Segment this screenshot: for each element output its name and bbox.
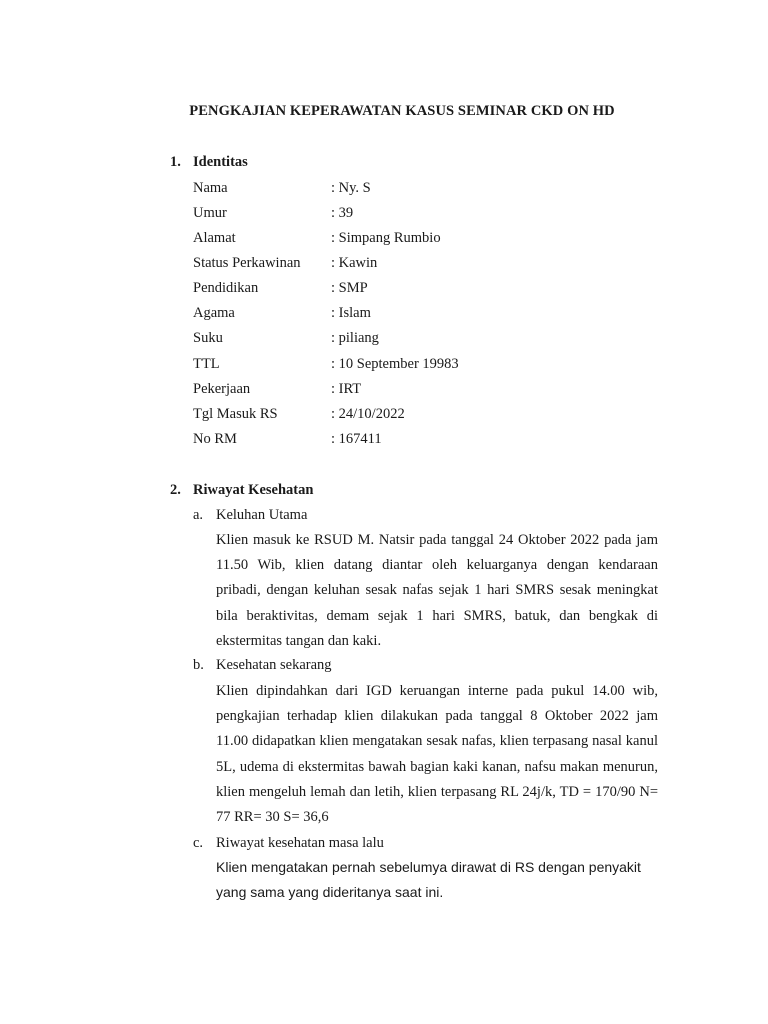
- subsection-letter: c.: [193, 835, 204, 851]
- subsection-title-keluhan-utama: Keluhan Utama: [216, 507, 308, 523]
- section-number: 1.: [170, 154, 181, 170]
- identity-label: No RM: [193, 431, 237, 447]
- identity-label: TTL: [193, 356, 220, 372]
- identity-label: Pendidikan: [193, 280, 259, 296]
- identity-label: Pekerjaan: [193, 381, 251, 397]
- identity-value: : IRT: [331, 381, 362, 397]
- identity-value: : 24/10/2022: [331, 406, 405, 422]
- identity-label: Tgl Masuk RS: [193, 406, 278, 422]
- paragraph-keluhan-utama: Klien masuk ke RSUD M. Natsir pada tanggal 24 Oktober 2022 pada jam 11.50 Wib, klien datang diantar oleh keluarganya dengan kendaraan pribadi, dengan keluhan sesak nafas sejak 1 hari SMRS sesak meningkat bila beraktivitas, demam sejak 1 hari SMRS, batuk, dan bengkak di ekstermitas tangan dan kaki.: [216, 532, 658, 649]
- identity-value: : SMP: [331, 280, 368, 296]
- identity-label: Nama: [193, 180, 228, 196]
- subsection-letter: a.: [193, 507, 204, 523]
- subsection-letter: b.: [193, 657, 204, 673]
- document-title: PENGKAJIAN KEPERAWATAN KASUS SEMINAR CKD ON HD: [189, 103, 615, 119]
- subsection-title-riwayat-masa-lalu: Riwayat kesehatan masa lalu: [216, 835, 384, 851]
- identity-value: : Islam: [331, 305, 371, 321]
- paragraph-kesehatan-sekarang: Klien dipindahkan dari IGD keruangan interne pada pukul 14.00 wib, pengkajian terhadap klien dilakukan pada tanggal 8 Oktober 2022 jam 11.00 didapatkan klien mengatakan sesak nafas, klien terpasang nasal kanul 5L, udema di ekstermitas bawah bagian kaki kanan, nafsu makan menurun, klien mengeluh lemah dan letih, klien terpasang RL 24j/k, TD = 170/90 N= 77 RR= 30 S= 36,6: [216, 683, 658, 826]
- identity-label: Suku: [193, 330, 223, 346]
- identity-value: : Simpang Rumbio: [331, 230, 441, 246]
- section-title-riwayat-kesehatan: Riwayat Kesehatan: [193, 482, 314, 498]
- identity-value: : Kawin: [331, 255, 378, 271]
- paragraph-riwayat-masa-lalu: Klien mengatakan pernah sebelumya dirawat di RS dengan penyakit yang sama yang dideritanya saat ini.: [216, 859, 641, 901]
- identity-label: Agama: [193, 305, 235, 321]
- section-title-identitas: Identitas: [193, 154, 248, 170]
- identity-label: Alamat: [193, 230, 236, 246]
- identity-value: : 10 September 19983: [331, 356, 459, 372]
- section-number: 2.: [170, 482, 181, 498]
- identity-label: Status Perkawinan: [193, 255, 301, 271]
- identity-value: : piliang: [331, 330, 379, 346]
- identity-value: : 167411: [331, 431, 382, 447]
- subsection-title-kesehatan-sekarang: Kesehatan sekarang: [216, 657, 332, 673]
- identity-value: : Ny. S: [331, 180, 371, 196]
- identity-value: : 39: [331, 205, 354, 221]
- identity-label: Umur: [193, 205, 227, 221]
